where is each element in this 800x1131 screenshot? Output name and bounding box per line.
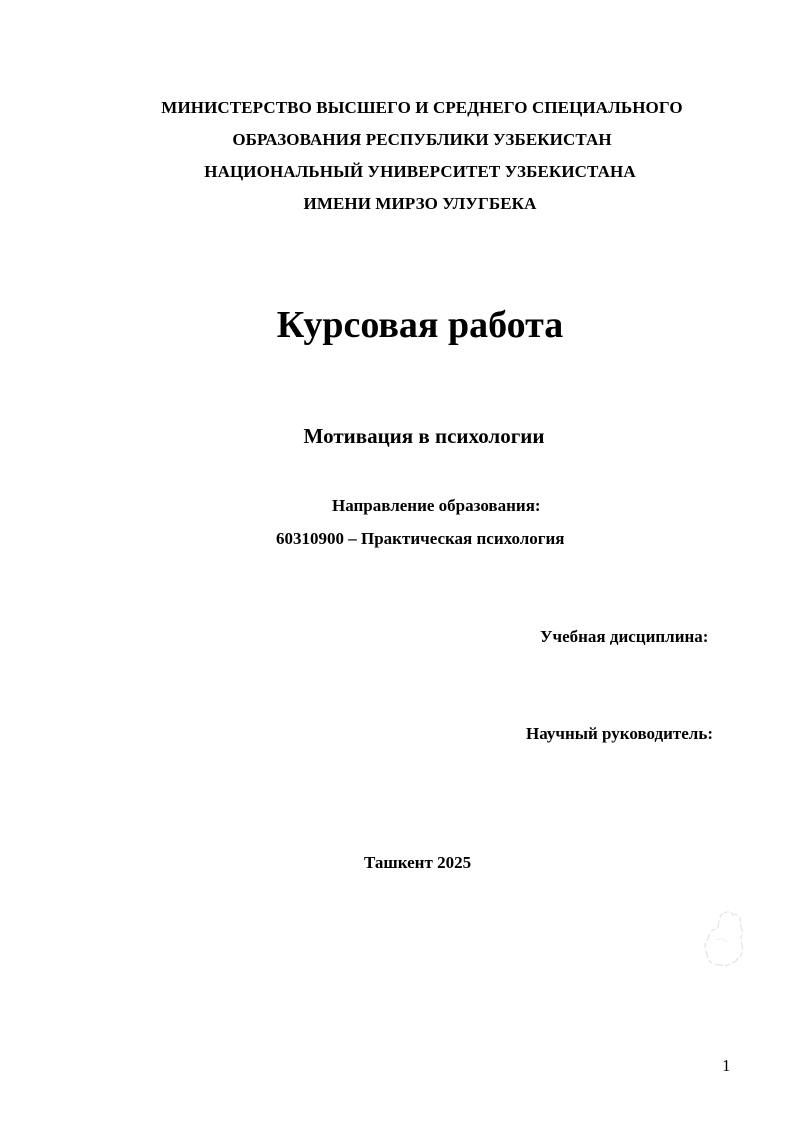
page-number: 1 bbox=[722, 1056, 731, 1075]
header-line-4: ИМЕНИ МИРЗО УЛУГБЕКА bbox=[303, 194, 537, 213]
city-year: Ташкент 2025 bbox=[364, 853, 472, 872]
header-line-1: МИНИСТЕРСТВО ВЫСШЕГО И СРЕДНЕГО СПЕЦИАЛЬНОГО bbox=[161, 98, 683, 117]
supervisor-label: Научный руководитель: bbox=[526, 724, 713, 743]
discipline-label: Учебная дисциплина: bbox=[540, 627, 709, 646]
header-line-3: НАЦИОНАЛЬНЫЙ УНИВЕРСИТЕТ УЗБЕКИСТАНА bbox=[204, 162, 636, 181]
direction-value: 60310900 – Практическая психология bbox=[276, 529, 565, 548]
ministry-header bbox=[0, 92, 800, 220]
header-line-2: ОБРАЗОВАНИЯ РЕСПУБЛИКИ УЗБЕКИСТАН bbox=[232, 130, 612, 149]
direction-label: Направление образования: bbox=[332, 496, 541, 515]
document-title: Курсовая работа bbox=[276, 304, 564, 346]
document-subtitle: Мотивация в психологии bbox=[303, 424, 545, 448]
faint-stamp-icon bbox=[702, 910, 746, 968]
